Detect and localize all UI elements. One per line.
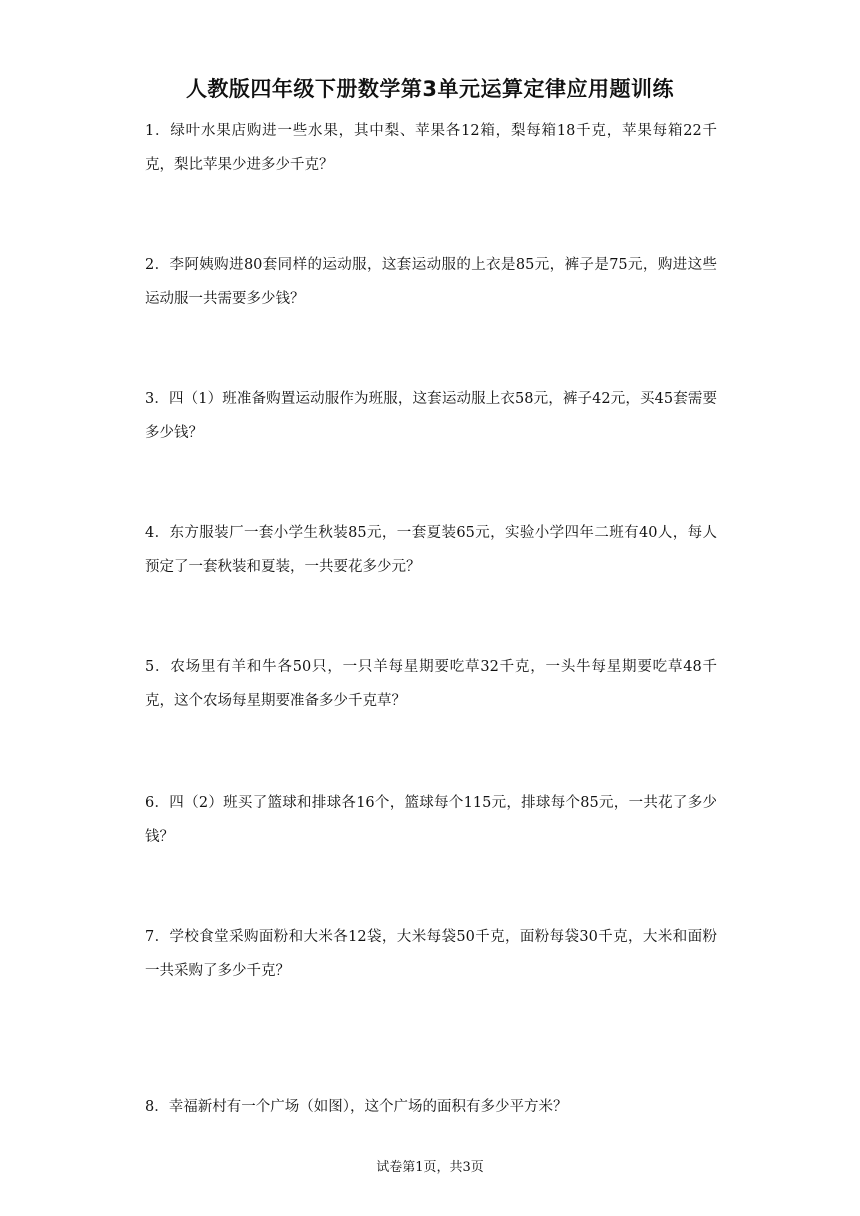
question-7: 7．学校食堂采购面粉和大米各12袋，大米每袋50千克，面粉每袋30千克，大米和面粉一共采购了多少千克？ bbox=[145, 929, 717, 979]
question-2: 2．李阿姨购进80套同样的运动服，这套运动服的上衣是85元，裤子是75元，购进这些运动服一共需要多少钱？ bbox=[145, 257, 717, 307]
question-5: 5．农场里有羊和牛各50只，一只羊每星期要吃草32千克，一头牛每星期要吃草48千克，这个农场每星期要准备多少千克草？ bbox=[145, 659, 717, 709]
question-3: 3．四（1）班准备购置运动服作为班服，这套运动服上衣58元，裤子42元，买45套需要多少钱？ bbox=[145, 391, 717, 441]
page-title: 人教版四年级下册数学第3单元运算定律应用题训练 bbox=[185, 77, 675, 101]
question-6: 6．四（2）班买了篮球和排球各16个，篮球每个115元，排球每个85元，一共花了多少钱？ bbox=[145, 795, 717, 845]
question-4: 4．东方服装厂一套小学生秋装85元，一套夏装65元，实验小学四年二班有40人，每人预定了一套秋装和夏装，一共要花多少元？ bbox=[145, 525, 717, 575]
page-footer: 试卷第1页，共3页 bbox=[376, 1160, 484, 1175]
question-8: 8．幸福新村有一个广场（如图），这个广场的面积有多少平方米？ bbox=[145, 1099, 568, 1115]
question-1: 1．绿叶水果店购进一些水果，其中梨、苹果各12箱，梨每箱18千克，苹果每箱22千克，梨比苹果少进多少千克？ bbox=[145, 123, 717, 173]
